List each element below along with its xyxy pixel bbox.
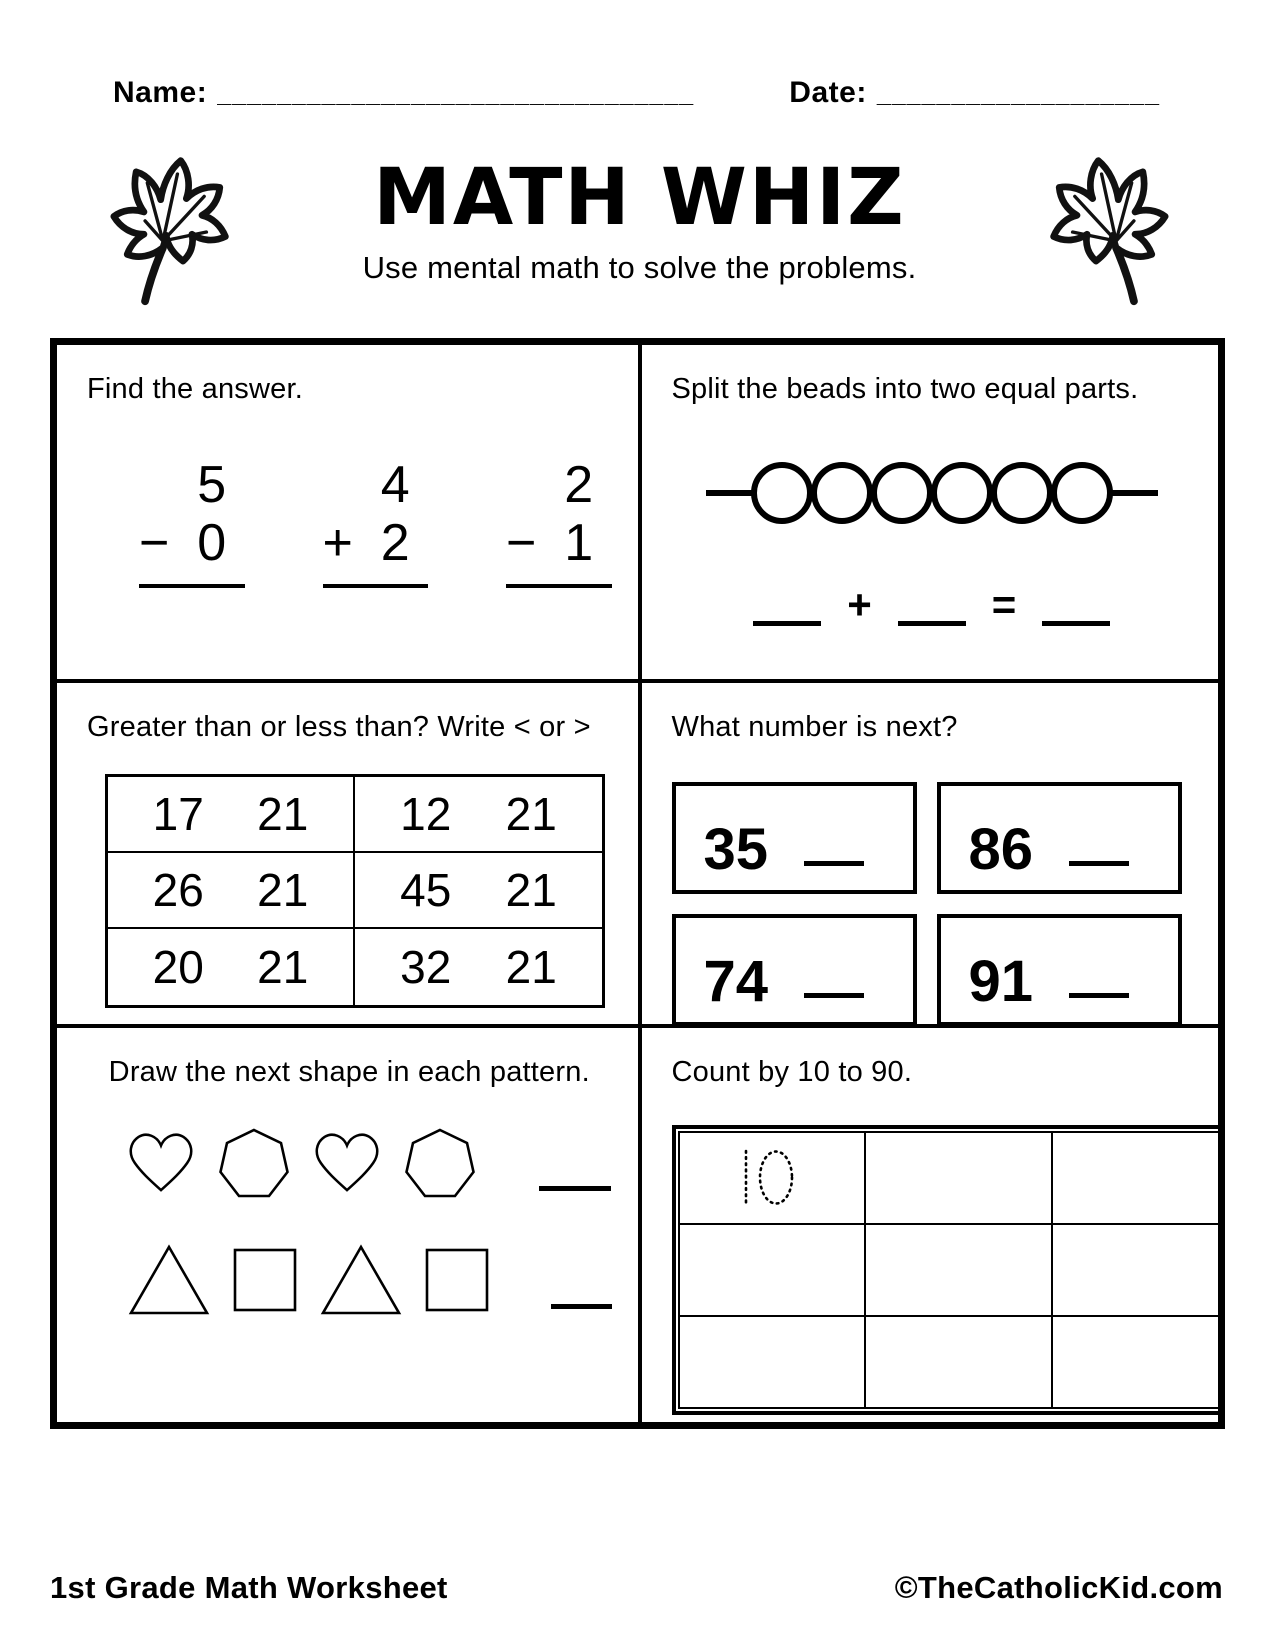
name-date-row — [0, 0, 1275, 110]
answer-line[interactable] — [139, 584, 245, 588]
comparison-cell[interactable] — [108, 853, 355, 929]
arithmetic-problems — [87, 456, 612, 588]
draw-shape-blank[interactable] — [539, 1186, 611, 1191]
count-cell[interactable] — [679, 1224, 866, 1316]
comparison-cell[interactable] — [355, 853, 602, 929]
top-operand: 2 — [564, 456, 594, 514]
answer-blank[interactable] — [1069, 861, 1129, 866]
equals-sign: = — [991, 581, 1017, 628]
footer-right-text: ©TheCatholicKid.com — [894, 1570, 1223, 1605]
answer-line[interactable] — [323, 584, 429, 588]
compare-left: 32 — [400, 941, 452, 993]
compare-right: 21 — [505, 788, 557, 840]
answer-blank[interactable] — [1069, 993, 1129, 998]
number-next-heading: What number is next? — [671, 711, 958, 743]
bead-equation — [672, 581, 1193, 628]
date-group — [789, 76, 1160, 110]
comparison-cell[interactable] — [108, 929, 355, 1005]
plus-sign: + — [847, 581, 872, 628]
shape-pattern-heading: Draw the next shape in each pattern. — [108, 1056, 590, 1088]
bead — [991, 462, 1053, 524]
name-group — [113, 76, 694, 110]
triangle-icon — [127, 1243, 211, 1317]
comparison-cell[interactable] — [355, 777, 602, 853]
comparison-cell[interactable] — [108, 777, 355, 853]
heptagon-icon — [217, 1127, 291, 1199]
count-cell[interactable] — [1052, 1132, 1218, 1224]
sequence-number: 35 — [703, 816, 769, 882]
title-block — [241, 153, 1038, 286]
heptagon-icon — [403, 1127, 477, 1199]
cell-find-answer — [57, 345, 638, 679]
count-heading: Count by 10 to 90. — [671, 1056, 913, 1088]
count-table — [672, 1125, 1219, 1415]
page-subtitle: Use mental math to solve the problems. — [362, 249, 917, 285]
compare-right: 21 — [257, 788, 309, 840]
compare-right: 21 — [505, 941, 557, 993]
cell-split-beads — [638, 345, 1219, 679]
footer-left-text: 1st Grade Math Worksheet — [50, 1570, 448, 1605]
name-input-line[interactable]: ________________________________ — [217, 80, 695, 108]
number-next-box[interactable] — [937, 782, 1182, 894]
answer-blank[interactable] — [804, 861, 864, 866]
count-cell[interactable] — [865, 1132, 1052, 1224]
number-next-box[interactable] — [937, 914, 1182, 1024]
bead — [811, 462, 873, 524]
compare-left: 45 — [400, 864, 452, 916]
count-cell[interactable] — [865, 1316, 1052, 1408]
count-cell[interactable] — [1052, 1316, 1218, 1408]
count-cell[interactable] — [679, 1316, 866, 1408]
compare-left: 20 — [152, 941, 204, 993]
arithmetic-problem[interactable] — [139, 456, 245, 588]
operator: − — [506, 514, 537, 573]
bead — [931, 462, 993, 524]
count-cell[interactable] — [1052, 1224, 1218, 1316]
bead — [1051, 462, 1113, 524]
shape-pattern-row — [87, 1243, 612, 1317]
heart-icon — [127, 1132, 195, 1194]
compare-left: 12 — [400, 788, 452, 840]
shape-pattern-row — [87, 1127, 612, 1199]
answer-line[interactable] — [506, 584, 612, 588]
count-cell-traced-10[interactable] — [679, 1132, 866, 1224]
operator: + — [322, 514, 353, 573]
cell-shape-pattern — [57, 1024, 638, 1422]
compare-left: 26 — [152, 864, 204, 916]
split-beads-heading: Split the beads into two equal parts. — [671, 373, 1139, 405]
bead — [751, 462, 813, 524]
find-answer-heading: Find the answer. — [87, 373, 303, 405]
arithmetic-problem[interactable] — [506, 456, 612, 588]
number-next-boxes — [672, 782, 1193, 1024]
compare-right: 21 — [505, 864, 557, 916]
bottom-operand: 1 — [564, 514, 594, 573]
sequence-number: 86 — [968, 816, 1034, 882]
operator: − — [139, 514, 170, 573]
square-icon — [233, 1248, 297, 1312]
greater-less-heading: Greater than or less than? Write < or > — [87, 711, 591, 743]
date-label: Date: — [789, 76, 867, 109]
cell-greater-less — [57, 679, 638, 1024]
comparison-table — [105, 774, 605, 1008]
footer — [50, 1570, 1223, 1606]
page-title: MATH WHIZ — [373, 153, 906, 244]
bead — [871, 462, 933, 524]
compare-right: 21 — [257, 864, 309, 916]
square-icon — [425, 1248, 489, 1312]
draw-shape-blank[interactable] — [551, 1304, 612, 1309]
bottom-operand: 0 — [197, 514, 227, 573]
count-cell[interactable] — [865, 1224, 1052, 1316]
cell-count-by-10 — [638, 1024, 1219, 1422]
top-operand: 5 — [197, 456, 227, 514]
answer-blank[interactable] — [1042, 592, 1110, 626]
bottom-operand: 2 — [380, 514, 410, 573]
bead-string — [672, 462, 1193, 524]
answer-blank[interactable] — [804, 993, 864, 998]
cell-number-next — [638, 679, 1219, 1024]
compare-right: 21 — [257, 941, 309, 993]
sequence-number: 91 — [968, 948, 1034, 1014]
bead-wire — [1112, 490, 1158, 496]
header — [0, 110, 1275, 320]
number-next-box[interactable] — [672, 914, 917, 1024]
answer-blank[interactable] — [898, 592, 966, 626]
number-next-box[interactable] — [672, 782, 917, 894]
traced-10-glyph — [732, 1142, 807, 1214]
triangle-icon — [319, 1243, 403, 1317]
compare-left: 17 — [152, 788, 204, 840]
leaf-icon — [96, 132, 241, 312]
sequence-number: 74 — [703, 948, 769, 1014]
bead-wire — [706, 490, 752, 496]
arithmetic-problem[interactable] — [323, 456, 429, 588]
name-label: Name: — [113, 76, 208, 109]
comparison-cell[interactable] — [355, 929, 602, 1005]
problem-grid — [50, 338, 1225, 1429]
top-operand: 4 — [380, 456, 410, 514]
date-input-line[interactable]: ___________________ — [876, 80, 1160, 108]
answer-blank[interactable] — [753, 592, 821, 626]
heart-icon — [313, 1132, 381, 1194]
leaf-icon — [1038, 132, 1183, 312]
